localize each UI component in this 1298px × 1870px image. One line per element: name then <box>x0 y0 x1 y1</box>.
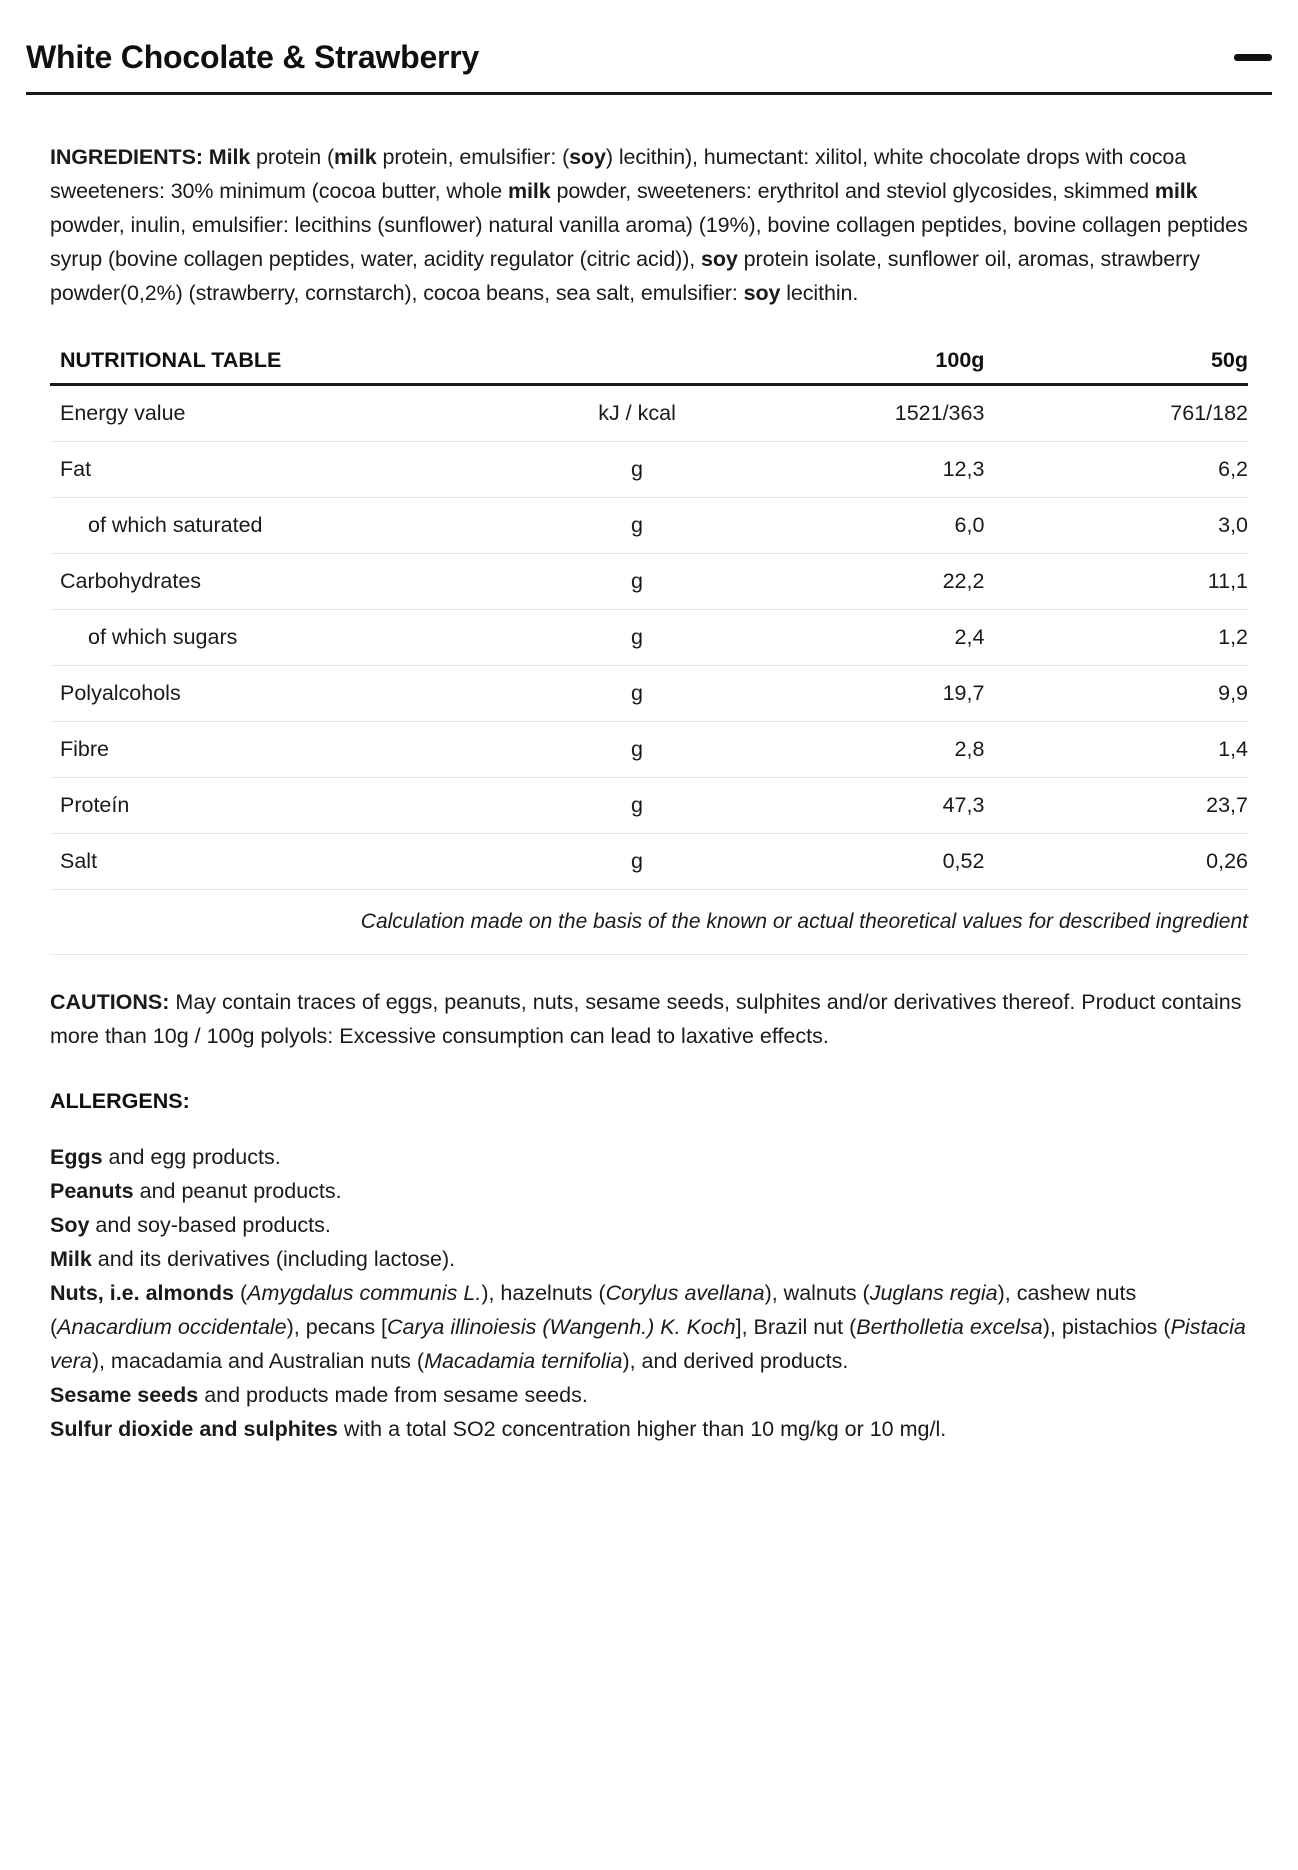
nutrient-name: Proteín <box>50 778 553 834</box>
nutrient-unit: g <box>553 498 721 554</box>
nutrient-value-50g: 3,0 <box>984 498 1248 554</box>
allergen-term: Peanuts <box>50 1179 134 1203</box>
nutrient-unit: g <box>553 778 721 834</box>
collapse-section-button[interactable] <box>1226 34 1272 80</box>
table-row <box>50 834 1248 890</box>
nutrient-unit: g <box>553 442 721 498</box>
allergen-item: Nuts, i.e. almonds (Amygdalus communis L.), hazelnuts (Corylus avellana), walnuts (Juglans regia), cashew nuts (Anacardium occidentale), pecans [Carya illinoiesis (Wangenh.) K. Koch], Brazil nut (Bertholletia excelsa), pistachios (Pistacia vera), macadamia and Australian nuts (Macadamia ternifolia), and derived products. <box>50 1281 1246 1373</box>
allergen-item: Soy and soy-based products. <box>50 1213 331 1237</box>
allergen-term: Sulfur dioxide and sulphites <box>50 1417 338 1441</box>
allergen-term: Nuts, i.e. almonds <box>50 1281 234 1305</box>
nutrient-value-50g: 23,7 <box>984 778 1248 834</box>
table-row <box>50 442 1248 498</box>
cautions-text: May contain traces of eggs, peanuts, nuts, sesame seeds, sulphites and/or derivatives thereof. Product contains more than 10g / 100g polyols: Excessive consumption can lead to laxative effects. <box>50 990 1242 1048</box>
nutrient-unit: g <box>553 666 721 722</box>
nutrient-unit: g <box>553 834 721 890</box>
nutrition-table-footer <box>50 890 1248 955</box>
nutrient-name: Fat <box>50 442 553 498</box>
nutrient-value-100g: 1521/363 <box>721 385 985 442</box>
allergens-heading: ALLERGENS: <box>50 1089 190 1113</box>
table-header-row <box>50 340 1248 385</box>
nutrient-value-100g: 19,7 <box>721 666 985 722</box>
column-header-100g: 100g <box>721 340 985 385</box>
table-row <box>50 498 1248 554</box>
table-note-row <box>50 890 1248 955</box>
nutrition-table-body <box>50 385 1248 890</box>
allergens-list <box>50 1140 1248 1446</box>
allergen-item: Sulfur dioxide and sulphites with a total SO2 concentration higher than 10 mg/kg or 10 mg/l. <box>50 1417 947 1441</box>
cautions-label: CAUTIONS: <box>50 990 170 1014</box>
allergen-term: Eggs <box>50 1145 103 1169</box>
nutrition-table-header <box>50 340 1248 385</box>
minus-icon <box>1234 54 1272 61</box>
allergen-item: Eggs and egg products. <box>50 1145 281 1169</box>
nutrient-name: Energy value <box>50 385 553 442</box>
nutrient-value-50g: 9,9 <box>984 666 1248 722</box>
table-row <box>50 554 1248 610</box>
table-row <box>50 610 1248 666</box>
nutrient-unit: g <box>553 722 721 778</box>
nutrient-name: Carbohydrates <box>50 554 553 610</box>
allergen-item: Sesame seeds and products made from sesame seeds. <box>50 1383 588 1407</box>
nutrient-value-100g: 2,4 <box>721 610 985 666</box>
nutrient-value-100g: 0,52 <box>721 834 985 890</box>
nutrient-value-50g: 0,26 <box>984 834 1248 890</box>
nutrient-value-100g: 2,8 <box>721 722 985 778</box>
nutrition-table <box>50 340 1248 955</box>
nutrient-value-50g: 1,4 <box>984 722 1248 778</box>
allergen-term: Soy <box>50 1213 90 1237</box>
table-row <box>50 722 1248 778</box>
nutrient-name: Fibre <box>50 722 553 778</box>
cautions-paragraph <box>50 985 1248 1053</box>
table-row <box>50 778 1248 834</box>
nutrient-name: of which sugars <box>50 610 553 666</box>
nutrient-name: Salt <box>50 834 553 890</box>
nutrient-value-50g: 11,1 <box>984 554 1248 610</box>
column-header-unit <box>553 340 721 385</box>
nutrient-value-100g: 47,3 <box>721 778 985 834</box>
ingredients-paragraph <box>50 140 1248 310</box>
nutrient-name: Polyalcohols <box>50 666 553 722</box>
table-row <box>50 666 1248 722</box>
nutrient-value-50g: 6,2 <box>984 442 1248 498</box>
ingredients-label: INGREDIENTS: <box>50 145 203 169</box>
nutrient-unit: g <box>553 554 721 610</box>
nutrient-value-100g: 12,3 <box>721 442 985 498</box>
allergen-term: Sesame seeds <box>50 1383 199 1407</box>
nutrient-value-100g: 6,0 <box>721 498 985 554</box>
ingredients-text: Milk protein (milk protein, emulsifier: (soy) lecithin), humectant: xilitol, white chocolate drops with cocoa sweeteners: 30% minimum (cocoa butter, whole milk powder, sweeteners: erythritol and steviol glycosides, skimmed milk powder, inulin, emulsifier: lecithins (sunflower) natural vanilla aroma) (19%), bovine collagen peptides, bovine collagen peptides syrup (bovine collagen peptides, water, acidity regulator (citric acid)), soy protein isolate, sunflower oil, aromas, strawberry powder(0,2%) (strawberry, cornstarch), cocoa beans, sea salt, emulsifier: soy lecithin. <box>50 145 1248 305</box>
nutrient-value-50g: 1,2 <box>984 610 1248 666</box>
page-content <box>0 140 1298 1446</box>
nutrient-value-50g: 761/182 <box>984 385 1248 442</box>
column-header-50g: 50g <box>984 340 1248 385</box>
page-header <box>0 0 1298 92</box>
table-row <box>50 385 1248 442</box>
allergen-item: Milk and its derivatives (including lactose). <box>50 1247 456 1271</box>
calculation-note: Calculation made on the basis of the known or actual theoretical values for described ingredient <box>50 890 1248 955</box>
allergen-item: Peanuts and peanut products. <box>50 1179 342 1203</box>
column-header-name: NUTRITIONAL TABLE <box>50 340 553 385</box>
nutrient-unit: g <box>553 610 721 666</box>
allergen-term: Milk <box>50 1247 92 1271</box>
nutrient-value-100g: 22,2 <box>721 554 985 610</box>
page-title: White Chocolate & Strawberry <box>26 38 480 75</box>
nutrient-name: of which saturated <box>50 498 553 554</box>
header-divider <box>26 92 1272 95</box>
nutrient-unit: kJ / kcal <box>553 385 721 442</box>
